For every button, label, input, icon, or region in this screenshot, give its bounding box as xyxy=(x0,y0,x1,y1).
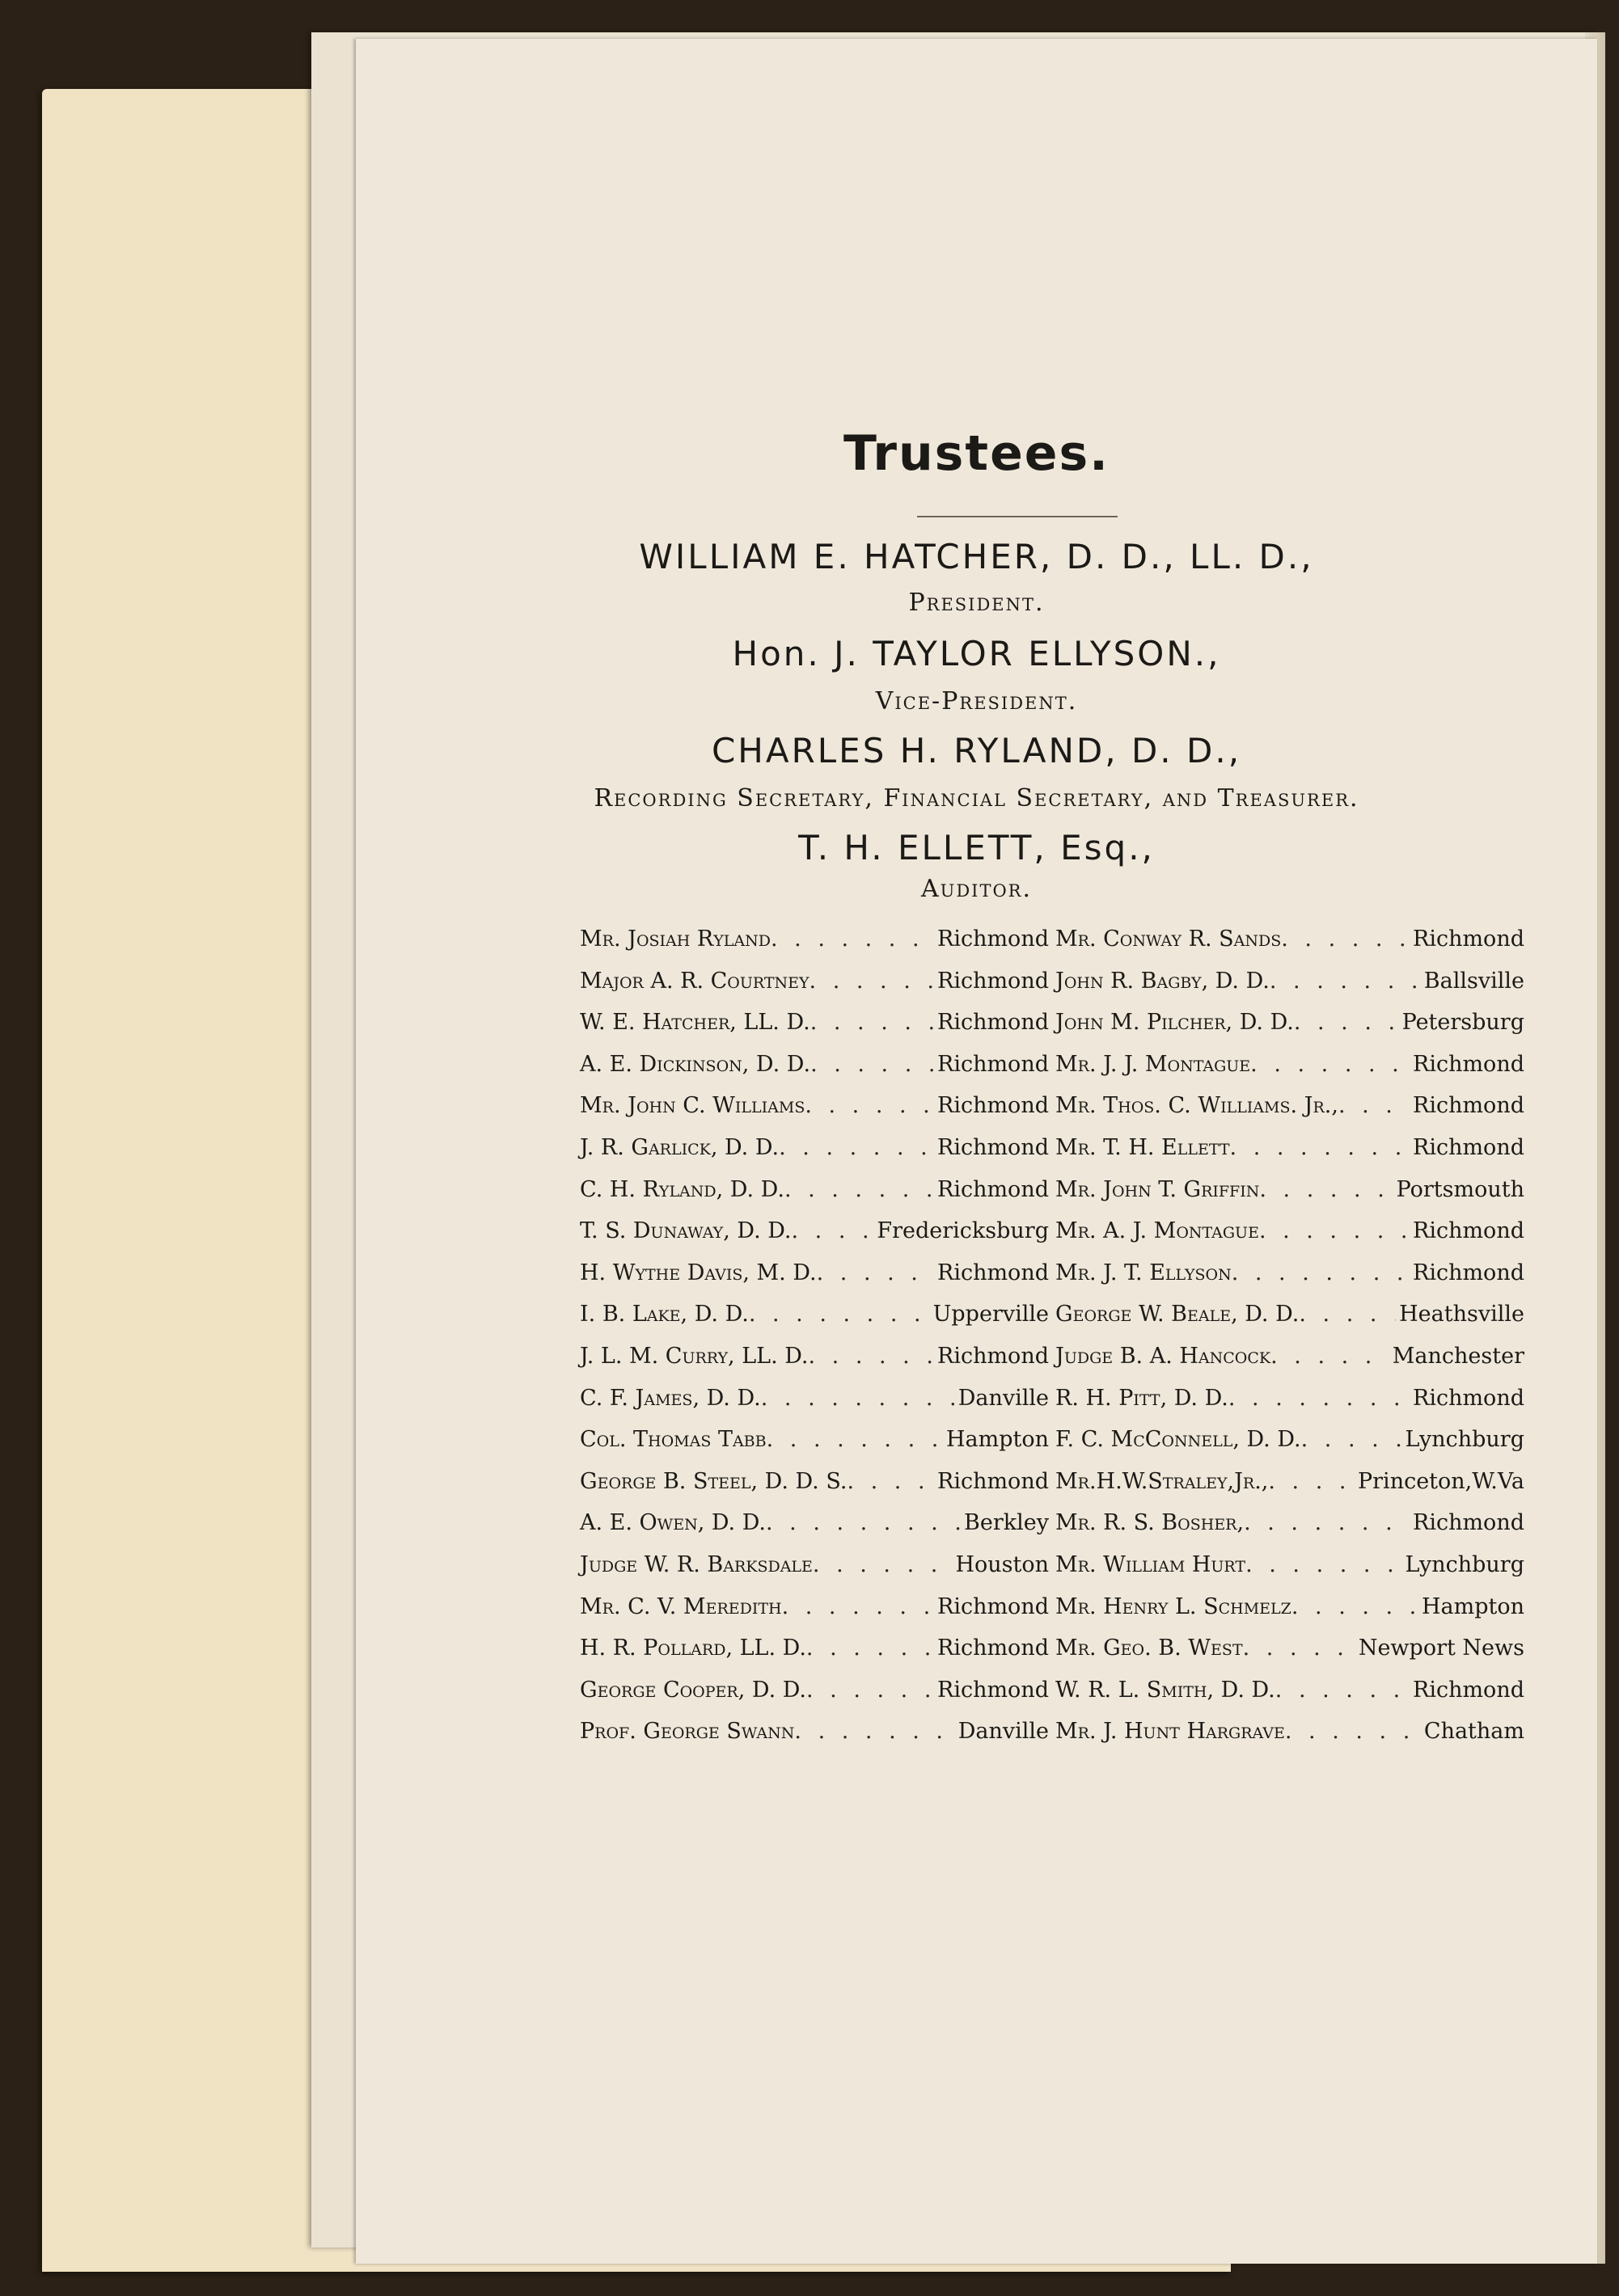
officer-name-auditor: T. H. ELLETT, Esq., xyxy=(798,828,1155,867)
trustee-place: Richmond xyxy=(936,926,1049,952)
trustee-entry xyxy=(580,1378,1049,1420)
leader-dots xyxy=(749,1294,930,1336)
trustee-name: Mr. Henry L. Schmelz xyxy=(1055,1593,1291,1619)
trustee-place: Portsmouth xyxy=(1396,1176,1524,1202)
leader-dots xyxy=(1259,1169,1393,1211)
trustee-entry xyxy=(580,1085,1049,1127)
trustees-left-column xyxy=(580,918,1049,1753)
trustee-entry xyxy=(580,960,1049,1002)
trustee-place: Richmond xyxy=(1412,1260,1524,1285)
trustee-name: I. B. Lake, D. D. xyxy=(580,1302,749,1327)
trustee-entry xyxy=(580,1502,1049,1544)
officer-title-auditor: Auditor. xyxy=(920,875,1033,903)
leader-dots xyxy=(1250,1044,1410,1086)
leader-dots xyxy=(805,1085,934,1127)
leader-dots xyxy=(1243,1627,1355,1669)
trustee-entry xyxy=(580,1544,1049,1586)
trustee-entry xyxy=(580,1711,1049,1753)
trustee-name: Mr. J. J. Montague xyxy=(1055,1051,1251,1077)
trustee-name: C. F. James, D. D. xyxy=(580,1385,761,1411)
trustee-name: Judge B. A. Hancock xyxy=(1055,1343,1271,1369)
trustee-entry xyxy=(1055,1461,1524,1503)
trustee-name: Mr. C. V. Meredith xyxy=(580,1593,782,1619)
officer-title-vice-president: Vice-President. xyxy=(875,687,1078,715)
leader-dots xyxy=(771,918,934,960)
leader-dots xyxy=(1294,1002,1399,1044)
trustee-place: Richmond xyxy=(936,1010,1049,1036)
leader-dots xyxy=(779,1127,934,1169)
trustee-name: H. Wythe Davis, M. D. xyxy=(580,1260,817,1285)
trustee-name: Mr. Geo. B. West xyxy=(1055,1635,1243,1661)
trustee-entry xyxy=(1055,1044,1524,1086)
trustee-name: George B. Steel, D. D. S. xyxy=(580,1468,848,1494)
trustee-place: Petersburg xyxy=(1401,1010,1524,1036)
trustee-entry xyxy=(580,1669,1049,1711)
trustee-entry xyxy=(580,1210,1049,1252)
trustee-name: Mr. Thos. C. Williams. Jr., xyxy=(1055,1093,1338,1119)
leader-dots xyxy=(794,1711,954,1753)
trustee-name: Mr.H.W.Straley,Jr., xyxy=(1055,1468,1269,1494)
trustee-entry xyxy=(580,1294,1049,1336)
trustee-name: Col. Thomas Tabb xyxy=(580,1427,767,1453)
trustee-entry xyxy=(1055,1127,1524,1169)
leader-dots xyxy=(1281,918,1410,960)
trustee-name: A. E. Dickinson, D. D. xyxy=(580,1051,811,1077)
trustee-name: George W. Beale, D. D. xyxy=(1055,1302,1300,1327)
trustee-name: Mr. T. H. Ellett xyxy=(1055,1134,1230,1160)
trustee-name: T. S. Dunaway, D. D. xyxy=(580,1218,792,1244)
leader-dots xyxy=(847,1461,934,1503)
trustee-place: Danville xyxy=(957,1719,1049,1745)
trustee-name: Mr. Conway R. Sands xyxy=(1055,926,1282,952)
trustee-entry xyxy=(580,1252,1049,1294)
trustee-place: Lynchburg xyxy=(1405,1551,1524,1577)
trustee-place: Manchester xyxy=(1392,1343,1524,1369)
trustee-name: George Cooper, D. D. xyxy=(580,1677,807,1703)
trustee-name: R. H. Pitt, D. D. xyxy=(1055,1385,1228,1411)
trustee-name: Mr. J. T. Ellyson xyxy=(1055,1260,1232,1285)
trustee-place: Richmond xyxy=(936,968,1049,994)
trustee-entry xyxy=(580,1044,1049,1086)
trustee-place: Richmond xyxy=(936,1260,1049,1285)
leader-dots xyxy=(810,960,934,1002)
trustee-name: Major A. R. Courtney xyxy=(580,968,810,994)
page-title: Trustees. xyxy=(843,425,1110,482)
leader-dots xyxy=(1244,1502,1410,1544)
trustee-entry xyxy=(580,1127,1049,1169)
trustee-name: W. E. Hatcher, LL. D. xyxy=(580,1010,810,1036)
trustee-entry xyxy=(580,1169,1049,1211)
trustee-name: Mr. John C. Williams xyxy=(580,1093,805,1119)
trustee-name: Mr. J. Hunt Hargrave xyxy=(1055,1719,1285,1745)
leader-dots xyxy=(817,1252,934,1294)
trustee-entry xyxy=(1055,1669,1524,1711)
leader-dots xyxy=(1275,1669,1410,1711)
trustee-name: Mr. A. J. Montague xyxy=(1055,1218,1259,1244)
leader-dots xyxy=(1232,1252,1410,1294)
trustee-name: J. R. Garlick, D. D. xyxy=(580,1134,780,1160)
trustee-name: J. L. M. Curry, LL. D. xyxy=(580,1343,809,1369)
trustee-name: A. E. Owen, D. D. xyxy=(580,1510,766,1536)
trustee-entry xyxy=(1055,1210,1524,1252)
leader-dots xyxy=(792,1210,874,1252)
trustee-entry xyxy=(1055,1002,1524,1044)
trustee-place: Richmond xyxy=(1412,1134,1524,1160)
trustee-place: Richmond xyxy=(936,1051,1049,1077)
leader-dots xyxy=(1285,1711,1421,1753)
trustee-place: Richmond xyxy=(1412,926,1524,952)
trustee-entry xyxy=(1055,960,1524,1002)
page-content xyxy=(356,39,1597,2264)
trustee-entry xyxy=(580,1336,1049,1378)
leader-dots xyxy=(1268,1461,1355,1503)
leader-dots xyxy=(1291,1586,1418,1628)
trustee-place: Chatham xyxy=(1423,1719,1524,1745)
trustee-entry xyxy=(1055,1586,1524,1628)
trustee-entry xyxy=(580,1419,1049,1461)
leader-dots xyxy=(809,1336,934,1378)
trustee-place: Heathsville xyxy=(1399,1302,1524,1327)
trustee-name: John R. Bagby, D. D. xyxy=(1055,968,1270,994)
trustee-entry xyxy=(1055,1252,1524,1294)
officer-title-president: President. xyxy=(908,589,1045,617)
trustee-place: Richmond xyxy=(936,1134,1049,1160)
leader-dots xyxy=(1228,1378,1410,1420)
trustee-place: Richmond xyxy=(936,1176,1049,1202)
trustee-place: Richmond xyxy=(1412,1093,1524,1119)
trustee-place: Richmond xyxy=(1412,1218,1524,1244)
trustee-entry xyxy=(1055,1419,1524,1461)
trustee-entry xyxy=(1055,1711,1524,1753)
trustee-place: Richmond xyxy=(936,1093,1049,1119)
trustee-place: Newport News xyxy=(1358,1635,1524,1661)
leader-dots xyxy=(1270,960,1421,1002)
leader-dots xyxy=(1230,1127,1410,1169)
leader-dots xyxy=(810,1044,934,1086)
trustee-place: Richmond xyxy=(936,1635,1049,1661)
trustee-place: Upperville xyxy=(932,1302,1049,1327)
leader-dots xyxy=(806,1669,934,1711)
trustee-name: W. R. L. Smith, D. D. xyxy=(1055,1677,1275,1703)
leader-dots xyxy=(1245,1544,1401,1586)
trustee-entry xyxy=(1055,1336,1524,1378)
trustee-name: F. C. McConnell, D. D. xyxy=(1055,1427,1301,1453)
trustee-place: Fredericksburg xyxy=(877,1218,1049,1244)
trustee-entry xyxy=(1055,1627,1524,1669)
trustee-name: Judge W. R. Barksdale xyxy=(580,1551,813,1577)
trustee-place: Ballsville xyxy=(1423,968,1524,994)
trustee-entry xyxy=(580,1002,1049,1044)
trustee-place: Hampton xyxy=(1421,1593,1524,1619)
trustee-place: Richmond xyxy=(1412,1385,1524,1411)
trustee-place: Richmond xyxy=(1412,1677,1524,1703)
leader-dots xyxy=(782,1586,934,1628)
leader-dots xyxy=(810,1002,934,1044)
trustee-place: Lynchburg xyxy=(1405,1427,1524,1453)
trustee-place: Richmond xyxy=(936,1677,1049,1703)
leader-dots xyxy=(784,1169,934,1211)
trustee-entry xyxy=(580,918,1049,960)
leader-dots xyxy=(1259,1210,1410,1252)
trustee-name: Mr. William Hurt xyxy=(1055,1551,1246,1577)
trustee-name: Mr. Josiah Ryland xyxy=(580,926,771,952)
trustee-entry xyxy=(1055,1169,1524,1211)
officer-name-president: WILLIAM E. HATCHER, D. D., LL. D., xyxy=(639,537,1314,576)
trustee-entry xyxy=(1055,918,1524,960)
trustee-entry xyxy=(1055,1502,1524,1544)
trustee-entry xyxy=(1055,1294,1524,1336)
trustee-place: Richmond xyxy=(1412,1051,1524,1077)
trustee-entry xyxy=(580,1461,1049,1503)
trustee-entry xyxy=(1055,1544,1524,1586)
leader-dots xyxy=(766,1502,961,1544)
trustee-entry xyxy=(1055,1378,1524,1420)
trustee-place: Richmond xyxy=(936,1593,1049,1619)
trustee-name: Mr. R. S. Bosher, xyxy=(1055,1510,1245,1536)
leader-dots xyxy=(1301,1419,1402,1461)
trustee-entry xyxy=(580,1627,1049,1669)
leader-dots xyxy=(761,1378,955,1420)
trustee-place: Princeton,W.Va xyxy=(1357,1468,1524,1494)
trustee-place: Danville xyxy=(957,1385,1049,1411)
trustee-entry xyxy=(1055,1085,1524,1127)
trustee-place: Richmond xyxy=(936,1468,1049,1494)
trustee-place: Richmond xyxy=(1412,1510,1524,1536)
trustee-name: Prof. George Swann xyxy=(580,1719,795,1745)
title-rule xyxy=(917,516,1118,517)
trustee-place: Houston xyxy=(955,1551,1049,1577)
trustees-right-column xyxy=(1055,918,1524,1753)
leader-dots xyxy=(767,1419,943,1461)
leader-dots xyxy=(813,1544,953,1586)
trustee-place: Berkley xyxy=(964,1510,1049,1536)
trustee-place: Richmond xyxy=(936,1343,1049,1369)
trustee-name: John M. Pilcher, D. D. xyxy=(1055,1010,1294,1036)
leader-dots xyxy=(1299,1294,1396,1336)
trustee-name: H. R. Pollard, LL. D. xyxy=(580,1635,806,1661)
leader-dots xyxy=(1338,1085,1410,1127)
officer-name-secretary: CHARLES H. RYLAND, D. D., xyxy=(711,731,1242,770)
trustee-entry xyxy=(580,1586,1049,1628)
leader-dots xyxy=(1270,1336,1389,1378)
leader-dots xyxy=(806,1627,934,1669)
officer-name-vice-president: Hon. J. TAYLOR ELLYSON., xyxy=(732,634,1221,673)
document-page xyxy=(356,39,1597,2264)
trustee-place: Hampton xyxy=(945,1427,1049,1453)
trustee-name: C. H. Ryland, D. D. xyxy=(580,1176,784,1202)
officer-title-secretary: Recording Secretary, Financial Secretary, and Treasurer. xyxy=(594,784,1359,812)
trustee-name: Mr. John T. Griffin xyxy=(1055,1176,1260,1202)
